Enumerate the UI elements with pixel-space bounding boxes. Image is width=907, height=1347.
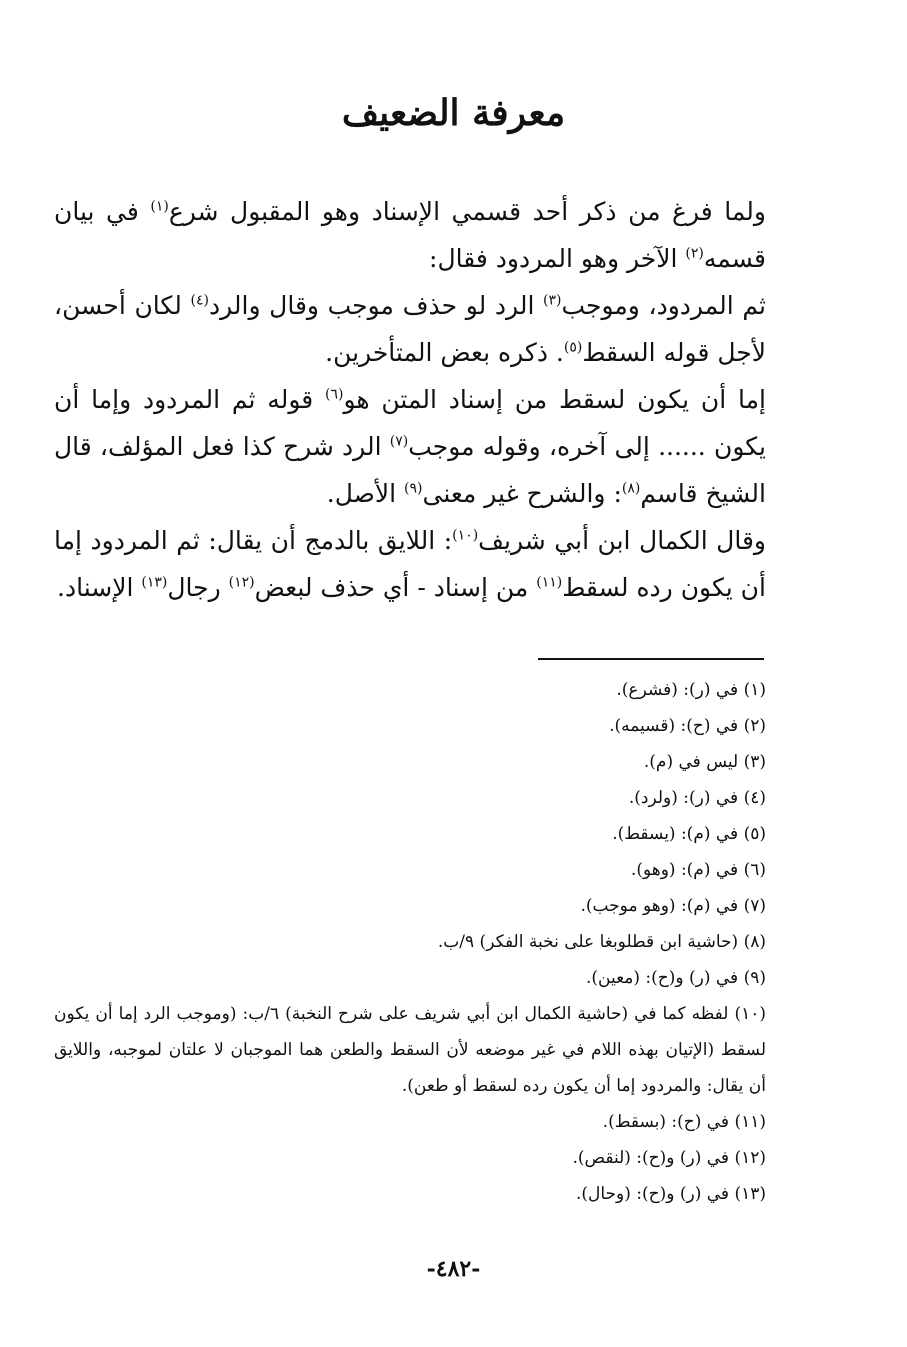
footnote: (١٣) في (ر) و(ح): (وحال). <box>575 1184 766 1204</box>
text-run: من إسناد - أي حذف لبعض <box>254 573 537 602</box>
text-run: : اللايق بالدمج أن يقال: ثم المردود إما أن يكون رده لسقط <box>54 526 766 602</box>
footnote-ref[interactable]: (٢) <box>685 245 704 262</box>
text-run: قوله ثم المردود وإما أن يكون ...... إلى آخره، وقوله موجب <box>54 385 766 461</box>
text-run: الإسناد. <box>57 573 142 602</box>
footnote-ref[interactable]: (٥) <box>563 339 583 356</box>
paragraph-1 <box>54 188 766 282</box>
footnote: (٦) في (م): (وهو). <box>630 860 766 880</box>
footnote: (٨) (حاشية ابن قطلوبغا على نخبة الفكر) ٩/ب. <box>437 932 766 952</box>
paragraph-3 <box>54 376 766 517</box>
footnote-ref[interactable]: (٣) <box>543 292 562 309</box>
footnote: (١١) في (ح): (بسقط). <box>602 1112 766 1132</box>
footnote: (٢) في (ح): (قسيمه). <box>609 716 766 736</box>
text-run: رجال <box>167 573 229 602</box>
footnote: (٣) ليس في (م). <box>643 752 766 772</box>
footnote-ref[interactable]: (٨) <box>621 480 641 497</box>
text-run: . ذكره بعض المتأخرين. <box>325 338 564 367</box>
text-run: وقال الكمال ابن أبي شريف <box>478 526 766 555</box>
footnote-ref[interactable]: (١) <box>150 198 169 215</box>
text-run: ولما فرغ من ذكر أحد قسمي الإسناد وهو المقبول شرع <box>168 197 766 226</box>
footnote-ref[interactable]: (١٠) <box>452 527 479 544</box>
text-run: الرد لو حذف موجب وقال والرد <box>208 291 544 320</box>
footnote-ref[interactable]: (٧) <box>389 433 409 450</box>
text-run: في بيان قسمه <box>54 197 766 273</box>
section-heading: معرفة الضعيف <box>341 92 566 134</box>
footnote-divider <box>538 658 764 660</box>
page-number: -٤٨٢- <box>426 1256 481 1282</box>
paragraph-2 <box>54 282 766 376</box>
text-run: الأصل. <box>326 479 405 508</box>
text-run: ثم المردود، وموجب <box>561 291 766 320</box>
text-run: إما أن يكون لسقط من إسناد المتن هو <box>343 385 766 414</box>
text-run: لكان أحسن، لأجل قوله السقط <box>54 291 766 367</box>
footnotes <box>54 672 766 1212</box>
footnote: (٤) في (ر): (ولرد). <box>628 788 766 808</box>
footnote: (١) في (ر): (فشرع). <box>616 680 766 700</box>
footnote: (٥) في (م): (يسقط). <box>612 824 766 844</box>
footnote-ref[interactable]: (١٣) <box>141 574 168 591</box>
footnote-ref[interactable]: (١٢) <box>228 574 255 591</box>
footnote: (١٢) في (ر) و(ح): (لنقص). <box>572 1148 766 1168</box>
footnote-ref[interactable]: (٦) <box>325 386 344 403</box>
text-run: الآخر وهو المردود فقال: <box>429 244 686 273</box>
footnote: (١٠) لفظه كما في (حاشية الكمال ابن أبي شريف على شرح النخبة) ٦/ب: (وموجب الرد إما أن يكون لسقط (الإتيان بهذه اللام في غير موضعه لأن السقط والطعن هما الموجبان لا علتان لموجبه، واللايق أن يقال: والمردود إما أن يكون رده لسقط أو طعن). <box>54 1004 766 1096</box>
main-text <box>54 188 766 611</box>
footnote-ref[interactable]: (١١) <box>536 574 563 591</box>
text-run: الرد شرح كذا فعل المؤلف، قال الشيخ قاسم <box>54 432 766 508</box>
text-run: : والشرح غير معنى <box>422 479 622 508</box>
footnote: (٧) في (م): (وهو موجب). <box>580 896 766 916</box>
paragraph-4 <box>54 517 766 611</box>
footnote-ref[interactable]: (٩) <box>404 480 423 497</box>
footnote-ref[interactable]: (٤) <box>190 292 209 309</box>
footnote: (٩) في (ر) و(ح): (معين). <box>585 968 766 988</box>
